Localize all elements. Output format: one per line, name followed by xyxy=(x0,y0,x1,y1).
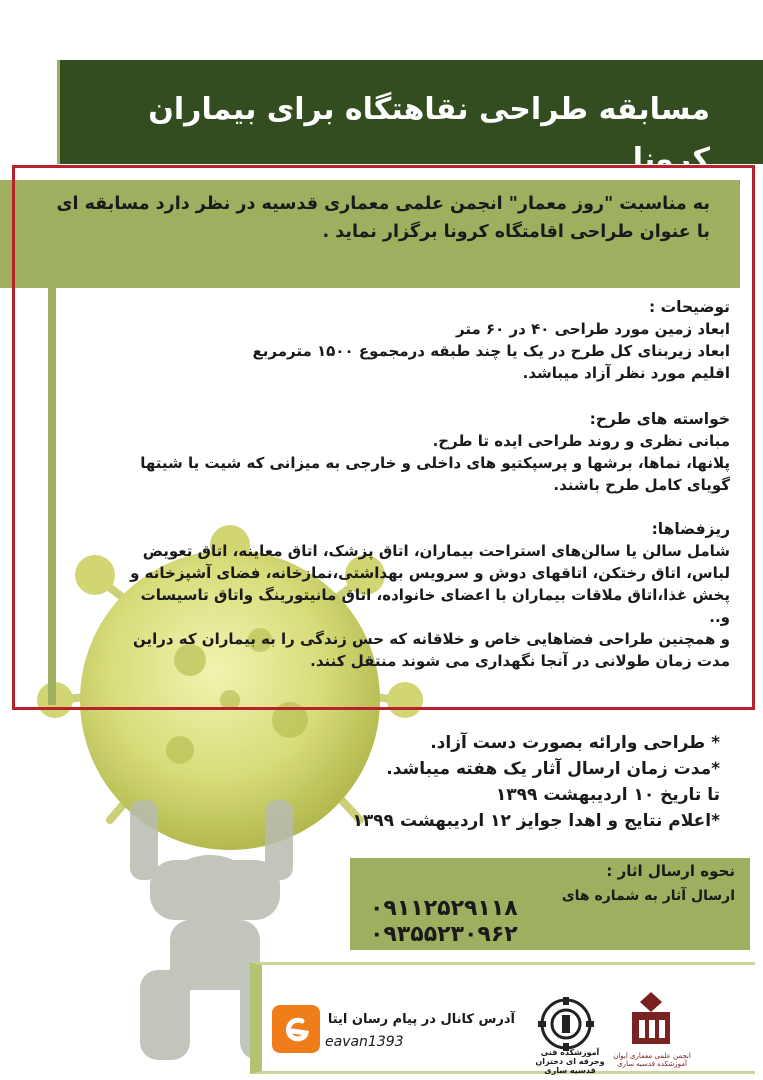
description-line: ابعاد زیربنای کل طرح در یک یا چند طبقه درمجموع ۱۵۰۰ مترمربع xyxy=(252,342,730,360)
requirements-line: پلانها، نماها، برشها و پرسپکتیو های داخلی و خارجی به میزانی که شیت یا شیتها xyxy=(140,454,730,472)
description-section xyxy=(40,296,730,384)
requirements-line: مبانی نظری و روند طراحی ایده تا طرح. xyxy=(432,432,730,450)
requirements-heading: خواسته های طرح: xyxy=(589,410,730,428)
channel-handle: eavan1393 xyxy=(325,1034,404,1050)
rules-list xyxy=(300,730,720,834)
channel-label: آدرس کانال در پیام رسان ایتا xyxy=(327,1012,515,1027)
intro-text xyxy=(50,190,710,246)
page-title: مسابقه طراحی نقاهتگاه برای بیماران کرونا xyxy=(148,92,710,177)
eitaa-icon xyxy=(272,1005,320,1053)
spaces-line: مدت زمان طولانی در آنجا نگهداری می شوند منتقل کنند. xyxy=(310,652,730,670)
rule-item: تا تاریخ ۱۰ اردیبهشت ۱۳۹۹ xyxy=(495,785,720,805)
association-logo-text: انجمن علمی معماری ایوان آموزشکده قدسیه ساری xyxy=(613,1052,691,1068)
rule-item: * طراحی وارائه بصورت دست آزاد. xyxy=(430,733,720,753)
spaces-line: و.. xyxy=(709,608,730,626)
description-heading: توضیحات : xyxy=(648,298,730,316)
rule-item: *اعلام نتایج و اهدا جوایز ۱۲ اردیبهشت ۱۳۹۹ xyxy=(352,811,720,831)
intro-line: به مناسبت "روز معمار" انجمن علمی معماری قدسیه در نظر دارد مسابقه ای xyxy=(56,194,710,214)
requirements-section xyxy=(40,408,730,496)
intro-line: با عنوان طراحی اقامتگاه کرونا برگزار نماید . xyxy=(322,222,710,242)
association-logo xyxy=(622,990,680,1050)
school-logo xyxy=(532,995,600,1053)
description-line: اقلیم مورد نظر آزاد میباشد. xyxy=(522,364,730,382)
submission-description: ارسال آثار به شماره های xyxy=(561,888,735,904)
spaces-line: شامل سالن یا سالن‌های استراحت بیماران، اتاق پزشک، اتاق معاینه، اتاق تعویض xyxy=(142,542,730,560)
spaces-section xyxy=(40,518,730,672)
spaces-line: لباس، اتاق رختکن، اتاقهای دوش و سرویس بهداشتی،نمازخانه، فضای آشپزخانه و xyxy=(130,564,730,582)
school-logo-text: آموزشکده فنی وحرفه ای دختران قدسیه ساری xyxy=(535,1048,605,1075)
spaces-line: پخش غذا،اتاق ملاقات بیماران با اعضای خانواده، اتاق مانیتورینگ واتاق تاسیسات xyxy=(140,586,730,604)
submission-heading: نحوه ارسال اثار : xyxy=(606,862,735,880)
description-line: ابعاد زمین مورد طراحی ۴۰ در ۶۰ متر xyxy=(456,320,730,338)
spaces-heading: ریزفضاها: xyxy=(651,520,730,538)
rule-item: *مدت زمان ارسال آثار یک هفته میباشد. xyxy=(386,759,720,779)
phone-number: ۰۹۳۵۵۲۳۰۹۶۲ xyxy=(370,922,518,947)
phone-number: ۰۹۱۱۲۵۲۹۱۱۸ xyxy=(370,896,518,921)
requirements-line: گویای کامل طرح باشند. xyxy=(553,476,730,494)
spaces-line: و همچنین طراحی فضاهایی خاص و خلاقانه که حس زندگی را به بیماران که دراین xyxy=(132,630,730,648)
